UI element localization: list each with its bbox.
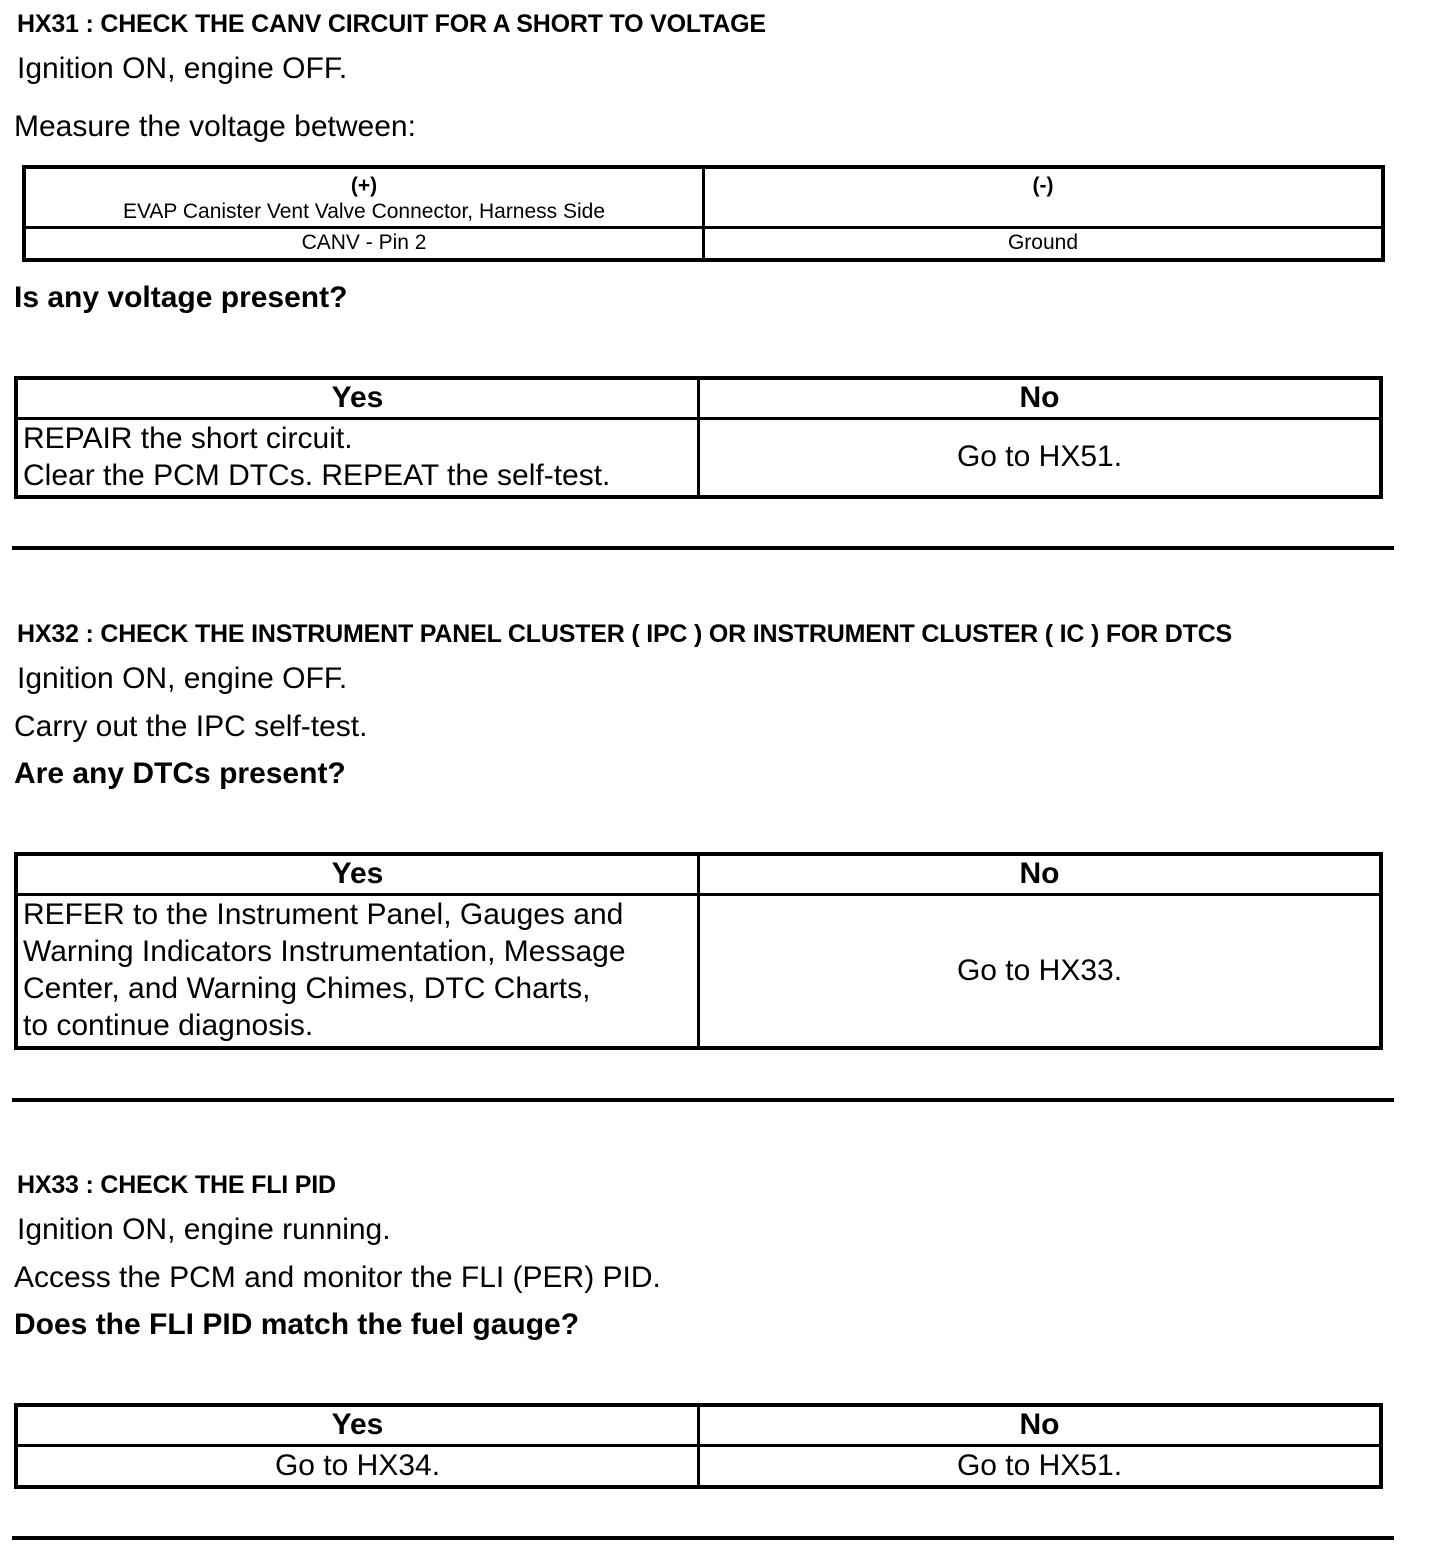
yes-action-line: to continue diagnosis. bbox=[23, 1008, 314, 1042]
yes-action-cell: Go to HX34. bbox=[16, 1445, 699, 1487]
hx32-result-table bbox=[14, 852, 1383, 1050]
yes-action-cell bbox=[16, 894, 699, 1048]
hx31-instruction-1: Ignition ON, engine OFF. bbox=[17, 52, 348, 85]
hx31-instruction-2: Measure the voltage between: bbox=[14, 110, 416, 143]
no-action-cell: Go to HX51. bbox=[699, 418, 1382, 497]
section-divider bbox=[12, 546, 1394, 550]
hx33-instruction-1: Ignition ON, engine running. bbox=[17, 1213, 391, 1246]
yes-action-line: Warning Indicators Instrumentation, Message bbox=[23, 934, 626, 968]
no-action-cell: Go to HX51. bbox=[699, 1445, 1382, 1487]
hx33-question: Does the FLI PID match the fuel gauge? bbox=[14, 1308, 580, 1341]
no-header: No bbox=[699, 854, 1382, 894]
measure-negative-label: (-) bbox=[704, 167, 1384, 227]
measure-positive-value: CANV - Pin 2 bbox=[24, 227, 704, 260]
hx32-question: Are any DTCs present? bbox=[14, 757, 346, 790]
yes-header: Yes bbox=[16, 378, 699, 418]
no-action-cell: Go to HX33. bbox=[699, 894, 1382, 1048]
hx32-instruction-2: Carry out the IPC self-test. bbox=[14, 710, 368, 743]
yes-action-line: REPAIR the short circuit. bbox=[23, 422, 353, 456]
hx31-question: Is any voltage present? bbox=[14, 281, 348, 314]
hx32-instruction-1: Ignition ON, engine OFF. bbox=[17, 662, 348, 695]
hx33-instruction-2: Access the PCM and monitor the FLI (PER) PID. bbox=[14, 1261, 661, 1294]
measure-positive-header-cell bbox=[24, 167, 704, 227]
measure-negative-value: Ground bbox=[704, 227, 1384, 260]
measure-positive-label: (+) bbox=[350, 174, 378, 197]
hx31-measure-table bbox=[22, 165, 1385, 262]
section-divider bbox=[12, 1098, 1394, 1102]
no-header: No bbox=[699, 1405, 1382, 1445]
yes-header: Yes bbox=[16, 854, 699, 894]
yes-action-cell bbox=[16, 418, 699, 497]
measure-positive-sublabel: EVAP Canister Vent Valve Connector, Harness Side bbox=[122, 200, 606, 223]
no-header: No bbox=[699, 378, 1382, 418]
hx32-heading: HX32 : CHECK THE INSTRUMENT PANEL CLUSTER ( IPC ) OR INSTRUMENT CLUSTER ( IC ) FOR DTCS bbox=[17, 620, 1233, 648]
yes-action-line: Clear the PCM DTCs. REPEAT the self-test. bbox=[23, 459, 611, 493]
hx31-result-table bbox=[14, 376, 1383, 499]
yes-action-line: REFER to the Instrument Panel, Gauges and bbox=[23, 897, 624, 931]
hx31-heading: HX31 : CHECK THE CANV CIRCUIT FOR A SHORT TO VOLTAGE bbox=[17, 10, 766, 38]
hx33-heading: HX33 : CHECK THE FLI PID bbox=[17, 1171, 336, 1199]
yes-header: Yes bbox=[16, 1405, 699, 1445]
section-divider bbox=[12, 1536, 1394, 1540]
hx33-result-table bbox=[14, 1403, 1383, 1489]
yes-action-line: Center, and Warning Chimes, DTC Charts, bbox=[23, 971, 591, 1005]
